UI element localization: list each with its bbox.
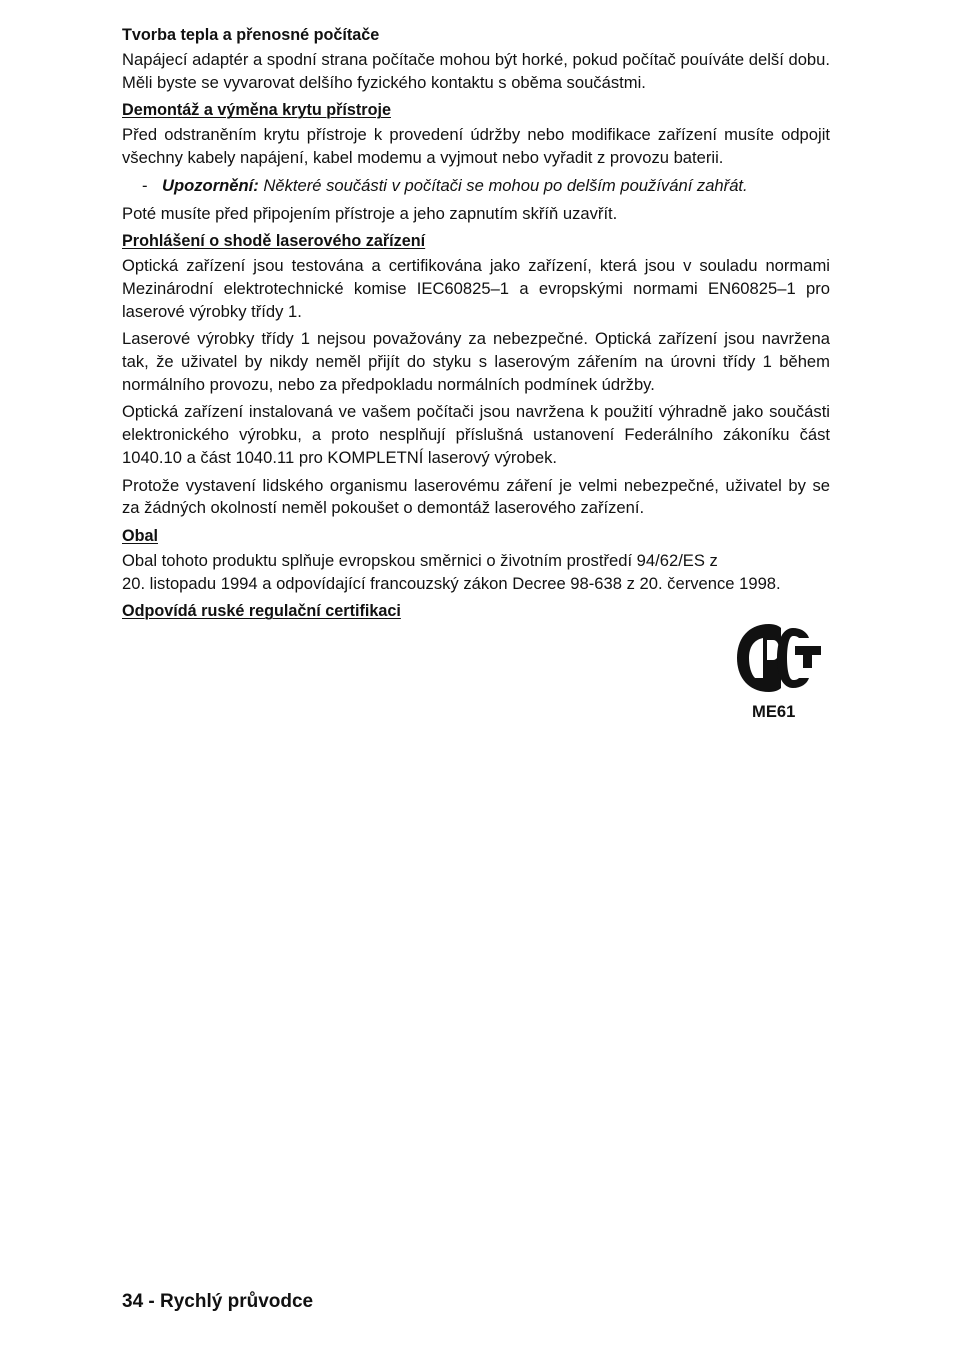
- page-footer: 34 - Rychlý průvodce: [122, 1291, 314, 1312]
- paragraph: Obal tohoto produktu splňuje evropskou směrnici o životním prostředí 94/62/ES z: [122, 550, 718, 570]
- section-heading: [122, 99, 830, 121]
- paragraph: Protože vystavení lidského organismu laserovému záření je velmi nebezpečné, uživatel by se za žádných okolností neměl pokoušet o demontáž laserového zařízení.: [122, 475, 830, 518]
- document-body: [122, 24, 830, 626]
- section-heading: Tvorba tepla a přenosné počítače: [122, 26, 380, 44]
- section-heading-text: Obal: [122, 526, 158, 545]
- gost-r-certification-mark-icon: [733, 622, 823, 694]
- section-heading: [122, 600, 830, 622]
- section-laser: [122, 230, 830, 520]
- section-heading-text: Prohlášení o shodě laserového zařízení: [122, 232, 426, 251]
- section-cover-removal: [122, 99, 830, 225]
- section-heat: [122, 24, 830, 94]
- section-heading: [122, 525, 830, 547]
- paragraph: Optická zařízení jsou testována a certifikována jako zařízení, která jsou v souladu normami Mezinárodní elektrotechnické komise IEC60825–1 a evropskými normami EN60825–1 pro laserové výrobky třídy 1.: [122, 256, 830, 321]
- section-heading: [122, 230, 830, 252]
- note-text: Některé součásti v počítači se mohou po delším používání zahřát.: [258, 175, 748, 195]
- paragraph: Před odstraněním krytu přístroje k provedení údržby nebo modifikace zařízení musíte odpojit všechny kabely napájení, kabel modemu a vyjmout nebo vyřadit z provozu baterii.: [122, 125, 830, 168]
- note-label: Upozornění:: [162, 175, 259, 195]
- paragraph: Poté musíte před připojením přístroje a jeho zapnutím skříň uzavřít.: [122, 203, 618, 223]
- certification-code: ME61: [752, 702, 796, 721]
- paragraph: Napájecí adaptér a spodní strana počítače mohou být horké, pokud počítač pouíváte delší dobu. Měli byste se vyvarovat delšího fyzického kontaktu s oběma součástmi.: [122, 50, 830, 92]
- section-russian-certification: [122, 600, 830, 622]
- warning-note: [142, 175, 830, 198]
- section-heading-text: Demontáž a výměna krytu přístroje: [122, 101, 391, 120]
- note-dash: -: [142, 175, 148, 195]
- section-packaging: [122, 525, 830, 595]
- certification-mark: [728, 622, 828, 722]
- paragraph: Laserové výrobky třídy 1 nejsou považovány za nebezpečné. Optická zařízení jsou navržena tak, že uživatel by nikdy neměl přijít do styku s laserovým zářením na úrovni třídy 1 během normálního provozu, nebo za předpokladu normálních podmínek údržby.: [122, 329, 830, 394]
- paragraph: 20. listopadu 1994 a odpovídající francouzský zákon Decree 98-638 z 20. července 1998.: [122, 573, 781, 593]
- section-heading-text: Odpovídá ruské regulační certifikaci: [122, 602, 401, 621]
- paragraph: Optická zařízení instalovaná ve vašem počítači jsou navržena k použití výhradně jako součásti elektronického výrobku, a proto nesplňují příslušná ustanovení Federálního zákoníku část 1040.10 a část 1040.11 pro KOMPLETNÍ laserový výrobek.: [122, 402, 830, 467]
